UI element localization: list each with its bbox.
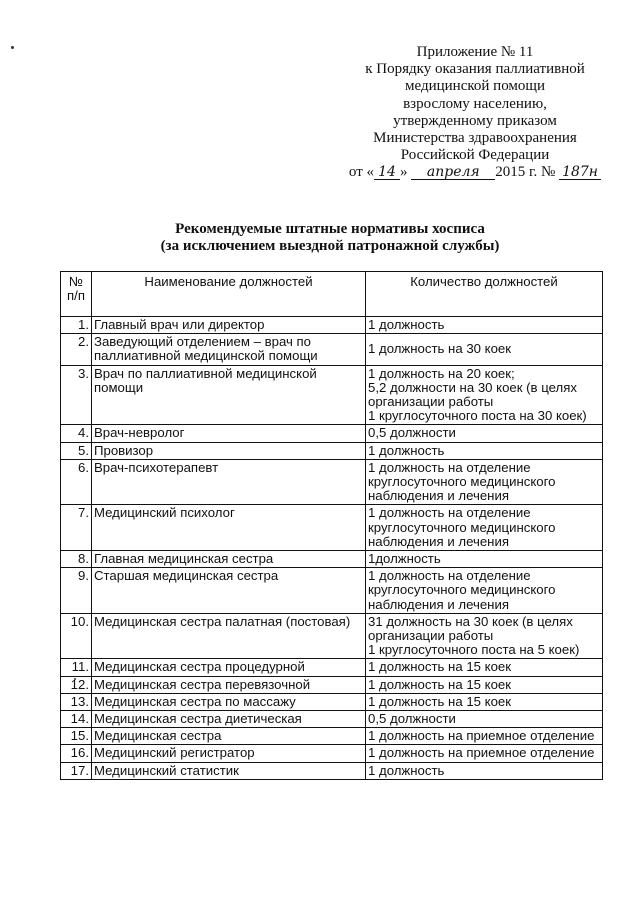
position-count-line: 0,5 должности — [368, 425, 456, 441]
position-name-cell — [92, 365, 366, 425]
row-number: 12. — [61, 676, 92, 693]
table-row — [61, 425, 603, 442]
position-count-cell — [366, 425, 603, 442]
date-month-handwritten: апреля — [411, 165, 495, 180]
table-row — [61, 745, 603, 762]
position-count-cell — [366, 505, 603, 551]
date-day-handwritten: 14 — [374, 165, 400, 180]
appendix-line: медицинской помощи — [405, 78, 545, 95]
position-count-line: 1 должность на 30 коек — [368, 341, 512, 357]
position-count-line: 1 должность — [368, 317, 445, 332]
row-number: 11. — [61, 659, 92, 676]
header-number: № п/п — [61, 272, 92, 317]
position-count-line: наблюдения и лечения — [368, 488, 509, 504]
table-row — [61, 505, 603, 551]
table-row — [61, 551, 603, 568]
position-name-line: Медицинский регистратор — [94, 745, 255, 761]
position-count-cell — [366, 317, 603, 334]
date-mid: » — [400, 164, 408, 181]
position-name-line: Главная медицинская сестра — [94, 551, 274, 567]
table-row — [61, 693, 603, 710]
table-row — [61, 762, 603, 779]
header-position-name: Наименование должностей — [92, 272, 366, 317]
position-name-line: Медицинская сестра процедурной — [94, 659, 305, 675]
table-row — [61, 442, 603, 459]
position-count-line: наблюдения и лечения — [368, 596, 509, 612]
position-count-line: 1 должность на приемное отделение — [368, 745, 595, 761]
row-number: 15. — [61, 728, 92, 745]
position-count-cell — [366, 659, 603, 676]
appendix-line: Российской Федерации — [400, 147, 550, 164]
document-heading — [130, 221, 530, 255]
position-name-line: Медицинская сестра — [94, 728, 222, 744]
position-name-cell — [92, 425, 366, 442]
position-count-line: 1 должность на 20 коек; — [368, 365, 515, 381]
row-number: 10. — [61, 613, 92, 659]
position-count-line: 1 круглосуточного поста на 30 коек) — [368, 408, 587, 424]
table-row — [61, 728, 603, 745]
appendix-line: Приложение № 11 — [416, 44, 534, 60]
position-count-cell — [366, 334, 603, 365]
order-number-handwritten: 187н — [559, 165, 601, 180]
date-prefix: от « — [348, 164, 375, 181]
position-name-cell — [92, 442, 366, 459]
position-count-cell — [366, 365, 603, 425]
staffing-table — [60, 271, 603, 780]
row-number: 6. — [61, 459, 92, 505]
position-name-cell — [92, 505, 366, 551]
row-number: 17. — [61, 762, 92, 779]
order-date-line — [330, 164, 620, 181]
position-count-line: 1 должность на приемное отделение — [368, 728, 595, 744]
position-count-line: наблюдения и лечения — [368, 533, 509, 549]
position-name-cell — [92, 568, 366, 614]
appendix-line: взрослому населению, — [403, 95, 547, 112]
position-count-line: 1 должность — [368, 762, 445, 778]
position-name-line: Медицинская сестра палатная (постовая) — [94, 613, 351, 629]
heading-line-1: Рекомендуемые штатные нормативы хосписа — [175, 221, 485, 237]
row-number: 7. — [61, 505, 92, 551]
table-header-row — [61, 272, 603, 317]
position-count-line: 1 должность на 15 коек — [368, 659, 512, 675]
heading-line-2: (за исключением выездной патронажной службы) — [160, 238, 500, 254]
table-row — [61, 317, 603, 334]
position-name-cell — [92, 693, 366, 710]
row-number: 3. — [61, 365, 92, 425]
row-number: 9. — [61, 568, 92, 614]
position-name-line: Медицинская сестра по массажу — [94, 693, 296, 709]
position-count-cell — [366, 745, 603, 762]
position-name-cell — [92, 551, 366, 568]
position-name-line: Главный врач или директор — [94, 317, 265, 332]
position-name-cell — [92, 317, 366, 334]
row-number: 13. — [61, 693, 92, 710]
position-count-line: круглосуточного медицинского — [368, 582, 556, 598]
position-name-line: Старшая медицинская сестра — [94, 568, 279, 584]
position-name-cell — [92, 745, 366, 762]
position-count-line: 0,5 должности — [368, 711, 456, 727]
position-name-cell — [92, 334, 366, 365]
position-count-cell — [366, 442, 603, 459]
position-count-line: круглосуточного медицинского — [368, 474, 556, 490]
row-number: 2. — [61, 334, 92, 365]
position-count-line: 1 должность на отделение — [368, 568, 531, 584]
position-count-cell — [366, 762, 603, 779]
position-count-line: 1 должность — [368, 442, 445, 458]
position-name-cell — [92, 659, 366, 676]
scan-speck — [11, 46, 14, 49]
position-name-cell — [92, 711, 366, 728]
position-count-line: 1должность — [368, 551, 441, 567]
appendix-block — [330, 44, 620, 182]
position-count-line: круглосуточного медицинского — [368, 519, 556, 535]
position-count-cell — [366, 613, 603, 659]
table-row — [61, 568, 603, 614]
table-row — [61, 459, 603, 505]
position-count-line: 31 должность на 30 коек (в целях — [368, 613, 573, 629]
position-count-line: 1 должность на 15 коек — [368, 693, 512, 709]
position-name-cell — [92, 459, 366, 505]
header-position-count: Количество должностей — [366, 272, 603, 317]
position-name-line: паллиативной медицинской помощи — [94, 348, 318, 364]
row-number: 16. — [61, 745, 92, 762]
appendix-line: Министерства здравоохранения — [373, 130, 577, 147]
position-count-line: организации работы — [368, 394, 494, 410]
table-row — [61, 711, 603, 728]
appendix-line: к Порядку оказания паллиативной — [365, 61, 585, 78]
position-name-line: Заведующий отделением – врач по — [94, 334, 311, 350]
row-number: 8. — [61, 551, 92, 568]
table-row — [61, 365, 603, 425]
position-count-cell — [366, 676, 603, 693]
position-name-line: Медицинский психолог — [94, 505, 235, 521]
table-row — [61, 676, 603, 693]
position-name-cell — [92, 676, 366, 693]
position-name-line: Врач-психотерапевт — [94, 459, 219, 475]
position-name-line: Медицинская сестра диетическая — [94, 711, 302, 727]
position-name-line: Медицинский статистик — [94, 762, 239, 778]
position-count-cell — [366, 568, 603, 614]
position-count-line: 1 должность на 15 коек — [368, 676, 512, 692]
position-name-cell — [92, 728, 366, 745]
position-count-cell — [366, 711, 603, 728]
position-name-line: помощи — [94, 379, 144, 395]
date-year: 2015 г. № — [495, 164, 556, 181]
appendix-line: утвержденному приказом — [393, 112, 557, 129]
position-name-line: Врач по паллиативной медицинской — [94, 365, 317, 381]
table-row — [61, 613, 603, 659]
row-number: 1. — [61, 317, 92, 334]
position-count-cell — [366, 459, 603, 505]
position-count-line: 1 должность на отделение — [368, 505, 531, 521]
position-count-cell — [366, 693, 603, 710]
position-count-line: организации работы — [368, 628, 494, 644]
position-name-cell — [92, 613, 366, 659]
row-number: 5. — [61, 442, 92, 459]
position-count-cell — [366, 551, 603, 568]
position-count-line: 1 должность на отделение — [368, 459, 531, 475]
table-row — [61, 659, 603, 676]
position-name-line: Врач-невролог — [94, 425, 185, 441]
position-name-cell — [92, 762, 366, 779]
position-count-cell — [366, 728, 603, 745]
table-row — [61, 334, 603, 365]
position-name-line: Медицинская сестра перевязочной — [94, 676, 311, 692]
position-count-line: 1 круглосуточного поста на 5 коек) — [368, 642, 580, 658]
position-count-line: 5,2 должности на 30 коек (в целях — [368, 379, 577, 395]
position-name-line: Провизор — [94, 442, 154, 458]
row-number: 4. — [61, 425, 92, 442]
row-number: 14. — [61, 711, 92, 728]
